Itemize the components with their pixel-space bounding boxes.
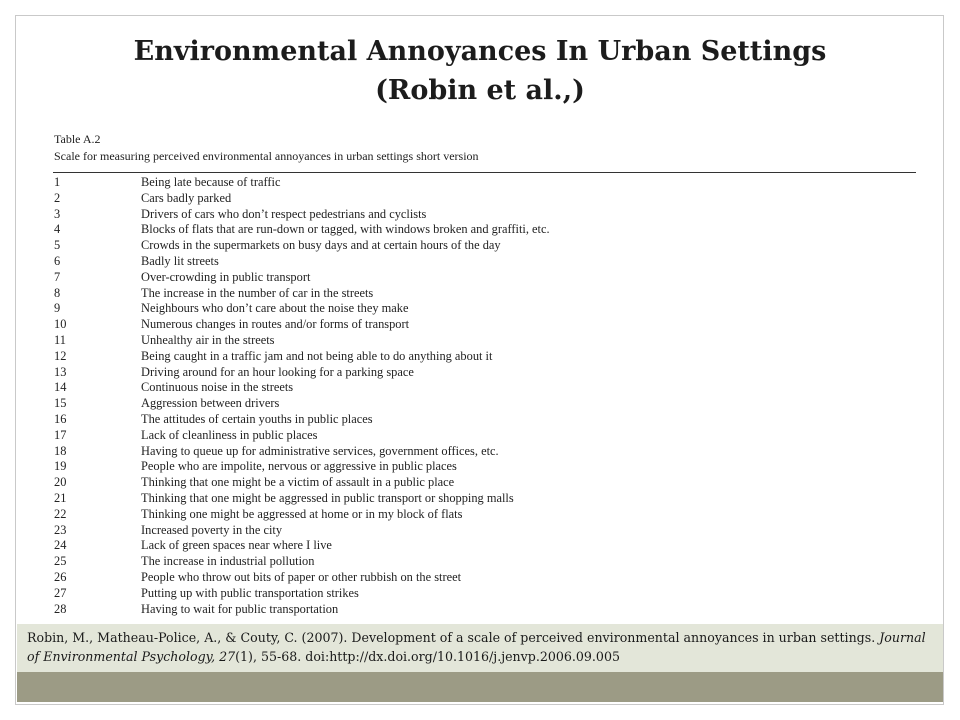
row-number: 22 — [54, 506, 67, 521]
table-row — [17, 380, 943, 396]
table-row — [17, 444, 943, 460]
table-row — [17, 428, 943, 444]
citation-text — [27, 628, 933, 666]
table-row — [17, 238, 943, 254]
row-item-text: Thinking one might be aggressed at home or in my block of flats — [141, 506, 463, 521]
row-number: 20 — [54, 475, 67, 490]
row-item-text: The attitudes of certain youths in public places — [141, 411, 373, 426]
row-number: 24 — [54, 538, 67, 553]
slide-title-line-2: (Robin et al.,) — [375, 75, 585, 106]
table-row — [17, 412, 943, 428]
table-row — [17, 365, 943, 381]
row-item-text: Being caught in a traffic jam and not being able to do anything about it — [141, 348, 493, 363]
table-row — [17, 475, 943, 491]
table-caption: Scale for measuring perceived environmental annoyances in urban settings short version — [54, 149, 479, 163]
table-row — [17, 523, 943, 539]
table-row — [17, 507, 943, 523]
slide-title — [17, 32, 943, 110]
citation-journal: Journal of Environmental Psychology, 27 — [27, 630, 926, 664]
table-row — [17, 554, 943, 570]
table-row — [17, 333, 943, 349]
table-row — [17, 349, 943, 365]
table-row — [17, 602, 943, 618]
row-number: 28 — [54, 601, 67, 616]
table-row — [17, 538, 943, 554]
table-row — [17, 270, 943, 286]
row-item-text: Badly lit streets — [141, 253, 219, 268]
row-number: 5 — [54, 238, 61, 253]
row-item-text: Drivers of cars who don’t respect pedestrians and cyclists — [141, 206, 427, 221]
row-number: 10 — [54, 317, 67, 332]
row-item-text: Cars badly parked — [141, 190, 232, 205]
table-row — [17, 396, 943, 412]
row-item-text: The increase in the number of car in the streets — [141, 285, 374, 300]
row-number: 26 — [54, 569, 67, 584]
table-row — [17, 301, 943, 317]
table-row — [17, 175, 943, 191]
table-body — [17, 175, 943, 617]
row-number: 14 — [54, 380, 67, 395]
row-item-text: Over-crowding in public transport — [141, 269, 311, 284]
row-item-text: Continuous noise in the streets — [141, 380, 294, 395]
row-item-text: Driving around for an hour looking for a parking space — [141, 364, 414, 379]
table-scan — [17, 114, 943, 621]
table-row — [17, 491, 943, 507]
row-item-text: Numerous changes in routes and/or forms of transport — [141, 317, 410, 332]
row-number: 9 — [54, 301, 61, 316]
row-item-text: People who throw out bits of paper or other rubbish on the street — [141, 569, 462, 584]
row-number: 23 — [54, 522, 67, 537]
row-number: 1 — [54, 175, 61, 189]
row-item-text: Aggression between drivers — [141, 396, 280, 411]
table-row — [17, 586, 943, 602]
citation-box — [17, 624, 943, 672]
citation-issue-doi: (1), 55-68. doi:http://dx.doi.org/10.1016/j.jenvp.2006.09.005 — [235, 649, 620, 664]
row-number: 11 — [54, 332, 66, 347]
row-item-text: Having to wait for public transportation — [141, 601, 339, 616]
table-row — [17, 286, 943, 302]
row-number: 7 — [54, 269, 61, 284]
table-row — [17, 207, 943, 223]
table-row — [17, 317, 943, 333]
row-number: 17 — [54, 427, 67, 442]
row-item-text: People who are impolite, nervous or aggressive in public places — [141, 459, 457, 474]
table-rule — [53, 172, 916, 173]
row-item-text: Lack of green spaces near where I live — [141, 538, 332, 553]
table-row — [17, 570, 943, 586]
row-number: 6 — [54, 253, 61, 268]
row-number: 8 — [54, 285, 61, 300]
footer-bar — [17, 672, 943, 702]
row-item-text: Thinking that one might be a victim of assault in a public place — [141, 475, 455, 490]
row-number: 16 — [54, 411, 67, 426]
row-item-text: Crowds in the supermarkets on busy days and at certain hours of the day — [141, 238, 501, 253]
table-row — [17, 254, 943, 270]
row-number: 15 — [54, 396, 67, 411]
row-number: 12 — [54, 348, 67, 363]
table-label: Table A.2 — [54, 132, 101, 146]
row-item-text: Neighbours who don’t care about the noise they make — [141, 301, 409, 316]
row-number: 2 — [54, 190, 61, 205]
row-number: 19 — [54, 459, 67, 474]
table-row — [17, 191, 943, 207]
row-number: 27 — [54, 585, 67, 600]
row-item-text: Having to queue up for administrative services, government offices, etc. — [141, 443, 499, 458]
row-item-text: Lack of cleanliness in public places — [141, 427, 318, 442]
row-item-text: Being late because of traffic — [141, 175, 281, 189]
row-number: 13 — [54, 364, 67, 379]
row-item-text: Thinking that one might be aggressed in public transport or shopping malls — [141, 490, 514, 505]
row-number: 3 — [54, 206, 61, 221]
row-number: 18 — [54, 443, 67, 458]
row-item-text: Putting up with public transportation strikes — [141, 585, 359, 600]
row-item-text: Blocks of flats that are run-down or tagged, with windows broken and graffiti, etc. — [141, 222, 550, 237]
table-row — [17, 459, 943, 475]
row-item-text: Unhealthy air in the streets — [141, 332, 275, 347]
table-row — [17, 222, 943, 238]
citation-authors-title: Robin, M., Matheau-Police, A., & Couty, C. (2007). Development of a scale of perceived environmental annoyances in urban settings. — [27, 630, 880, 645]
row-number: 25 — [54, 554, 67, 569]
row-item-text: Increased poverty in the city — [141, 522, 283, 537]
row-number: 4 — [54, 222, 61, 237]
row-number: 21 — [54, 490, 67, 505]
row-item-text: The increase in industrial pollution — [141, 554, 315, 569]
slide-title-line-1: Environmental Annoyances In Urban Settings — [133, 36, 827, 67]
